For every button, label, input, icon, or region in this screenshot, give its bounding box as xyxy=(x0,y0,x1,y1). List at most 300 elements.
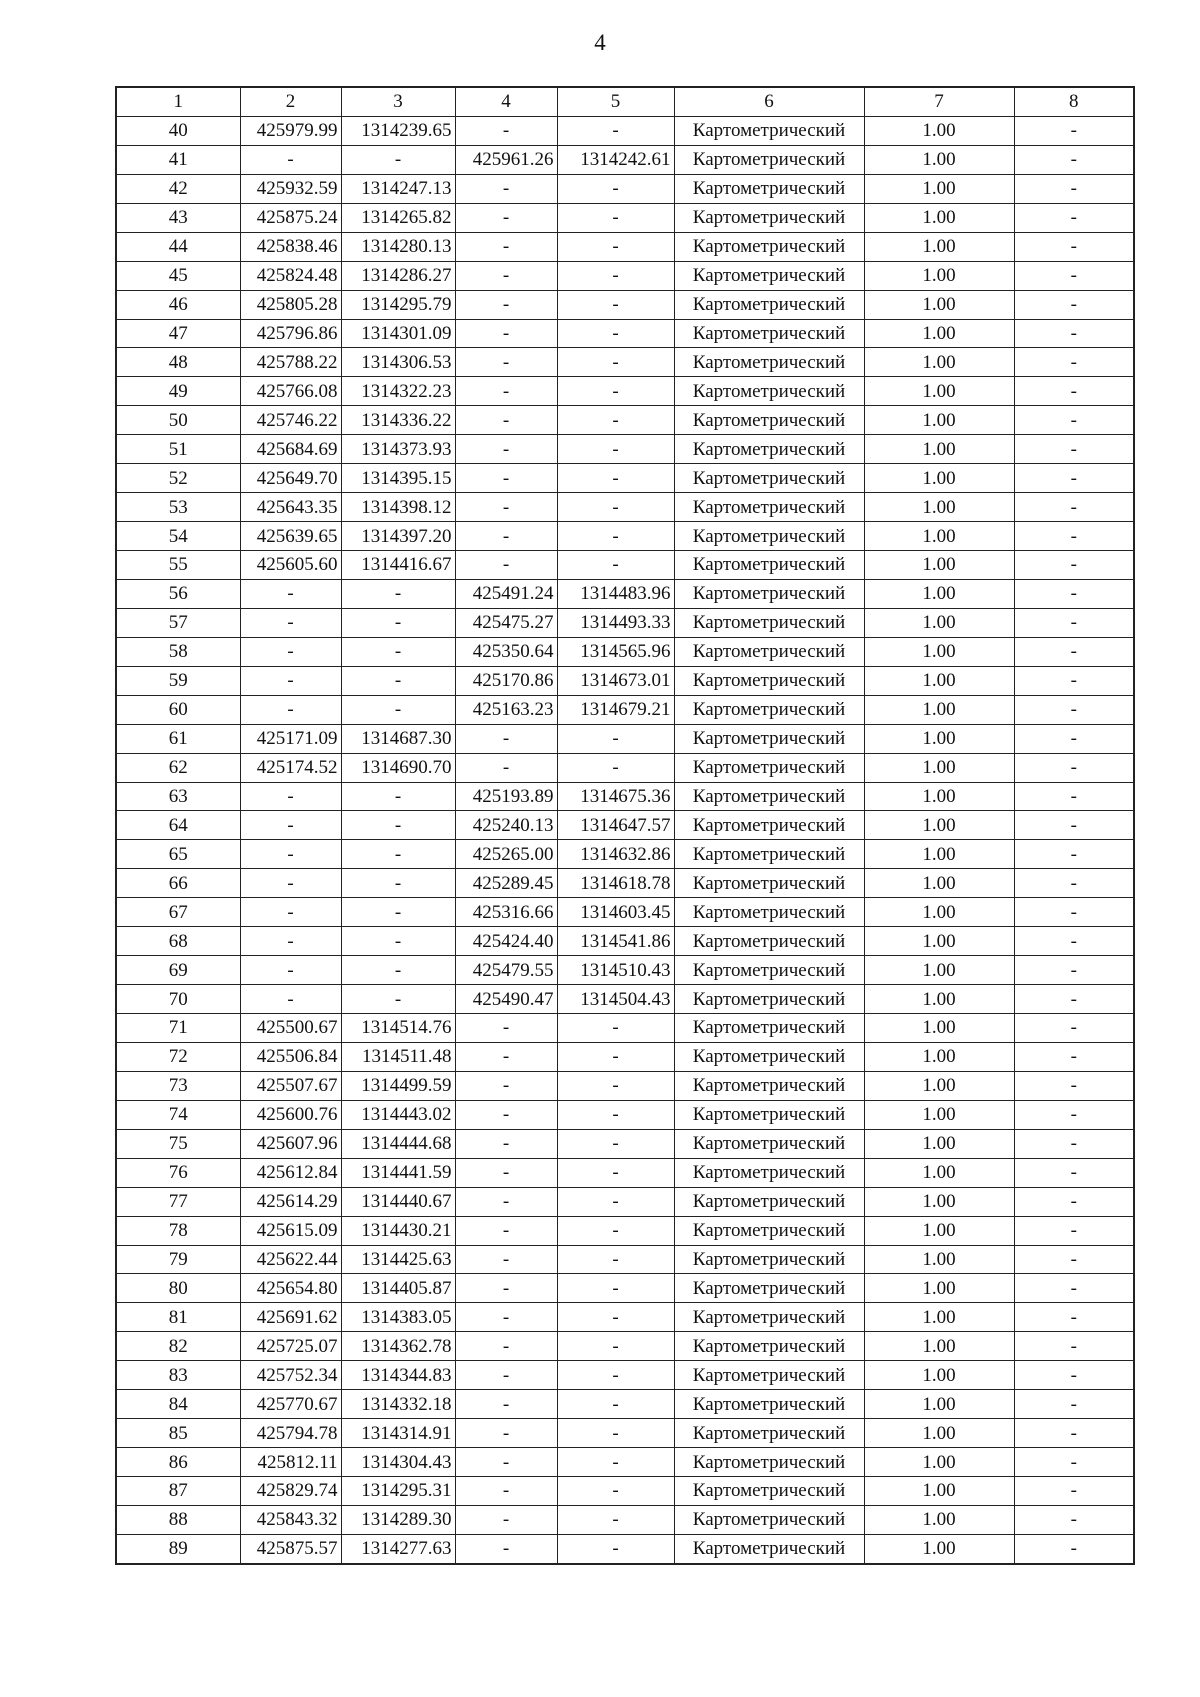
table-cell: - xyxy=(557,261,674,290)
table-row xyxy=(116,1245,1134,1274)
table-cell: - xyxy=(341,666,455,695)
table-row xyxy=(116,1303,1134,1332)
table-cell: Картометрический xyxy=(674,956,864,985)
table-cell: - xyxy=(1014,1216,1134,1245)
table-row xyxy=(116,435,1134,464)
table-cell: - xyxy=(1014,145,1134,174)
table-cell: - xyxy=(557,753,674,782)
table-row xyxy=(116,1505,1134,1534)
table-cell: - xyxy=(455,377,557,406)
coordinates-table xyxy=(115,86,1135,1565)
table-row xyxy=(116,1216,1134,1245)
table-cell: - xyxy=(455,1042,557,1071)
table-cell: - xyxy=(557,174,674,203)
table-cell: 425843.32 xyxy=(240,1505,341,1534)
table-cell: 79 xyxy=(116,1245,240,1274)
table-cell: 425805.28 xyxy=(240,290,341,319)
table-cell: - xyxy=(1014,695,1134,724)
table-cell: 425622.44 xyxy=(240,1245,341,1274)
table-cell: 1.00 xyxy=(864,840,1014,869)
table-cell: 56 xyxy=(116,579,240,608)
table-cell: 60 xyxy=(116,695,240,724)
table-cell: - xyxy=(240,782,341,811)
table-cell: - xyxy=(455,232,557,261)
table-cell: - xyxy=(1014,579,1134,608)
table-cell: - xyxy=(455,261,557,290)
table-cell: - xyxy=(455,1477,557,1506)
table-cell: - xyxy=(1014,1505,1134,1534)
table-cell: - xyxy=(341,608,455,637)
table-cell: 47 xyxy=(116,319,240,348)
table-cell: 55 xyxy=(116,551,240,580)
table-cell: Картометрический xyxy=(674,1477,864,1506)
table-cell: - xyxy=(455,1100,557,1129)
table-cell: - xyxy=(557,377,674,406)
table-cell: - xyxy=(1014,1390,1134,1419)
table-row xyxy=(116,840,1134,869)
table-cell: 1.00 xyxy=(864,1448,1014,1477)
table-cell: - xyxy=(1014,1448,1134,1477)
table-cell: 425193.89 xyxy=(455,782,557,811)
table-cell: - xyxy=(1014,522,1134,551)
table-cell: - xyxy=(1014,1361,1134,1390)
table-row xyxy=(116,261,1134,290)
table-cell: - xyxy=(341,782,455,811)
table-cell: - xyxy=(240,956,341,985)
table-cell: 1314690.70 xyxy=(341,753,455,782)
table-cell: 1.00 xyxy=(864,608,1014,637)
table-cell: 1.00 xyxy=(864,1534,1014,1563)
column-header: 7 xyxy=(864,87,1014,116)
table-cell: 78 xyxy=(116,1216,240,1245)
table-row xyxy=(116,637,1134,666)
table-cell: 425875.24 xyxy=(240,203,341,232)
table-cell: Картометрический xyxy=(674,1390,864,1419)
table-cell: - xyxy=(557,348,674,377)
table-cell: - xyxy=(1014,1274,1134,1303)
table-cell: Картометрический xyxy=(674,695,864,724)
table-cell: - xyxy=(1014,811,1134,840)
table-cell: - xyxy=(455,435,557,464)
table-cell: 1.00 xyxy=(864,290,1014,319)
table-cell: 1314304.43 xyxy=(341,1448,455,1477)
table-cell: 1.00 xyxy=(864,435,1014,464)
table-row xyxy=(116,666,1134,695)
table-cell: Картометрический xyxy=(674,927,864,956)
table-row xyxy=(116,782,1134,811)
table-row xyxy=(116,406,1134,435)
table-cell: Картометрический xyxy=(674,724,864,753)
table-cell: 62 xyxy=(116,753,240,782)
table-cell: 425788.22 xyxy=(240,348,341,377)
table-row xyxy=(116,811,1134,840)
table-cell: Картометрический xyxy=(674,116,864,145)
table-cell: 425607.96 xyxy=(240,1129,341,1158)
column-header: 8 xyxy=(1014,87,1134,116)
table-cell: - xyxy=(1014,840,1134,869)
table-cell: 85 xyxy=(116,1419,240,1448)
table-cell: 51 xyxy=(116,435,240,464)
table-cell: 84 xyxy=(116,1390,240,1419)
table-cell: 1.00 xyxy=(864,464,1014,493)
table-cell: 1314277.63 xyxy=(341,1534,455,1563)
table-row xyxy=(116,695,1134,724)
table-cell: 1.00 xyxy=(864,811,1014,840)
table-cell: Картометрический xyxy=(674,811,864,840)
table-cell: 70 xyxy=(116,985,240,1014)
table-cell: 1314632.86 xyxy=(557,840,674,869)
table-cell: 425649.70 xyxy=(240,464,341,493)
table-row xyxy=(116,1187,1134,1216)
table-cell: 425507.67 xyxy=(240,1071,341,1100)
table-cell: 1314383.05 xyxy=(341,1303,455,1332)
table-cell: 68 xyxy=(116,927,240,956)
table-cell: - xyxy=(341,840,455,869)
table-cell: 49 xyxy=(116,377,240,406)
table-cell: 1314511.48 xyxy=(341,1042,455,1071)
table-cell: Картометрический xyxy=(674,551,864,580)
table-cell: Картометрический xyxy=(674,203,864,232)
table-cell: - xyxy=(557,1419,674,1448)
table-cell: 1314441.59 xyxy=(341,1158,455,1187)
table-cell: 425265.00 xyxy=(455,840,557,869)
table-cell: Картометрический xyxy=(674,145,864,174)
table-cell: - xyxy=(1014,1100,1134,1129)
table-cell: - xyxy=(1014,464,1134,493)
table-cell: Картометрический xyxy=(674,290,864,319)
table-cell: - xyxy=(557,435,674,464)
table-cell: - xyxy=(1014,348,1134,377)
table-cell: 425163.23 xyxy=(455,695,557,724)
table-cell: 1314493.33 xyxy=(557,608,674,637)
table-cell: Картометрический xyxy=(674,348,864,377)
table-cell: Картометрический xyxy=(674,1361,864,1390)
table-cell: - xyxy=(1014,1332,1134,1361)
table-cell: 1314675.36 xyxy=(557,782,674,811)
table-cell: - xyxy=(341,695,455,724)
table-cell: Картометрический xyxy=(674,522,864,551)
table-cell: - xyxy=(1014,551,1134,580)
table-cell: 425605.60 xyxy=(240,551,341,580)
table-cell: 1.00 xyxy=(864,551,1014,580)
table-cell: 1.00 xyxy=(864,232,1014,261)
table-cell: 425654.80 xyxy=(240,1274,341,1303)
table-cell: - xyxy=(455,1274,557,1303)
table-row xyxy=(116,1042,1134,1071)
table-cell: Картометрический xyxy=(674,174,864,203)
table-cell: - xyxy=(557,290,674,319)
table-cell: - xyxy=(557,1042,674,1071)
table-cell: - xyxy=(1014,1158,1134,1187)
table-cell: 1314541.86 xyxy=(557,927,674,956)
table-cell: - xyxy=(240,811,341,840)
table-cell: - xyxy=(455,1129,557,1158)
table-cell: 1.00 xyxy=(864,1216,1014,1245)
table-cell: 1314239.65 xyxy=(341,116,455,145)
table-cell: 425639.65 xyxy=(240,522,341,551)
table-cell: 1314504.43 xyxy=(557,985,674,1014)
table-cell: Картометрический xyxy=(674,1332,864,1361)
table-cell: 425506.84 xyxy=(240,1042,341,1071)
table-cell: 45 xyxy=(116,261,240,290)
table-cell: 1314514.76 xyxy=(341,1014,455,1043)
table-cell: - xyxy=(557,232,674,261)
table-cell: - xyxy=(455,724,557,753)
table-cell: 1314398.12 xyxy=(341,493,455,522)
table-cell: 1.00 xyxy=(864,1274,1014,1303)
table-row xyxy=(116,145,1134,174)
table-cell: - xyxy=(1014,608,1134,637)
table-cell: 1314373.93 xyxy=(341,435,455,464)
table-row xyxy=(116,1534,1134,1563)
table-cell: 1.00 xyxy=(864,319,1014,348)
table-cell: 75 xyxy=(116,1129,240,1158)
table-cell: 87 xyxy=(116,1477,240,1506)
table-cell: 1.00 xyxy=(864,116,1014,145)
table-cell: - xyxy=(240,869,341,898)
table-cell: - xyxy=(455,1332,557,1361)
table-cell: Картометрический xyxy=(674,666,864,695)
table-cell: 425490.47 xyxy=(455,985,557,1014)
table-cell: - xyxy=(455,406,557,435)
table-cell: 1314344.83 xyxy=(341,1361,455,1390)
table-cell: 1.00 xyxy=(864,1390,1014,1419)
table-cell: 1.00 xyxy=(864,261,1014,290)
table-cell: - xyxy=(455,1505,557,1534)
table-cell: 1314444.68 xyxy=(341,1129,455,1158)
table-cell: 1314483.96 xyxy=(557,579,674,608)
table-row xyxy=(116,290,1134,319)
table-cell: - xyxy=(1014,724,1134,753)
table-row xyxy=(116,956,1134,985)
table-cell: - xyxy=(1014,377,1134,406)
table-row xyxy=(116,1477,1134,1506)
column-header: 3 xyxy=(341,87,455,116)
table-row xyxy=(116,551,1134,580)
table-cell: 425174.52 xyxy=(240,753,341,782)
table-cell: 1314405.87 xyxy=(341,1274,455,1303)
table-cell: - xyxy=(1014,927,1134,956)
table-cell: - xyxy=(455,1303,557,1332)
table-cell: 425796.86 xyxy=(240,319,341,348)
table-cell: - xyxy=(557,1071,674,1100)
table-cell: - xyxy=(1014,493,1134,522)
table-cell: 1314280.13 xyxy=(341,232,455,261)
table-cell: 425979.99 xyxy=(240,116,341,145)
table-cell: Картометрический xyxy=(674,1187,864,1216)
table-cell: 425170.86 xyxy=(455,666,557,695)
table-row xyxy=(116,1332,1134,1361)
table-cell: - xyxy=(240,840,341,869)
table-cell: 46 xyxy=(116,290,240,319)
table-cell: - xyxy=(455,753,557,782)
table-cell: - xyxy=(1014,666,1134,695)
table-cell: 59 xyxy=(116,666,240,695)
table-cell: Картометрический xyxy=(674,869,864,898)
table-cell: - xyxy=(341,985,455,1014)
table-cell: - xyxy=(1014,869,1134,898)
table-cell: - xyxy=(557,1361,674,1390)
table-cell: 425752.34 xyxy=(240,1361,341,1390)
table-row xyxy=(116,1071,1134,1100)
table-cell: 425691.62 xyxy=(240,1303,341,1332)
column-header: 2 xyxy=(240,87,341,116)
table-cell: - xyxy=(1014,637,1134,666)
table-cell: Картометрический xyxy=(674,319,864,348)
table-cell: 65 xyxy=(116,840,240,869)
table-cell: - xyxy=(1014,1477,1134,1506)
table-cell: - xyxy=(1014,1187,1134,1216)
table-cell: 425961.26 xyxy=(455,145,557,174)
table-cell: - xyxy=(240,666,341,695)
table-cell: - xyxy=(557,551,674,580)
table-cell: Картометрический xyxy=(674,985,864,1014)
table-cell: 1.00 xyxy=(864,1042,1014,1071)
table-cell: 1314679.21 xyxy=(557,695,674,724)
table-cell: 1.00 xyxy=(864,985,1014,1014)
table-cell: - xyxy=(557,203,674,232)
table-cell: - xyxy=(1014,435,1134,464)
table-cell: 1314416.67 xyxy=(341,551,455,580)
table-cell: 1.00 xyxy=(864,522,1014,551)
table-cell: 425614.29 xyxy=(240,1187,341,1216)
table-row xyxy=(116,174,1134,203)
table-cell: 1314687.30 xyxy=(341,724,455,753)
table-cell: 425643.35 xyxy=(240,493,341,522)
table-cell: Картометрический xyxy=(674,579,864,608)
table-cell: Картометрический xyxy=(674,1216,864,1245)
table-header-row xyxy=(116,87,1134,116)
table-cell: 1.00 xyxy=(864,1332,1014,1361)
table-cell: 1.00 xyxy=(864,1014,1014,1043)
table-cell: 1314499.59 xyxy=(341,1071,455,1100)
table-cell: 1.00 xyxy=(864,174,1014,203)
table-cell: - xyxy=(455,174,557,203)
table-cell: 425812.11 xyxy=(240,1448,341,1477)
table-cell: 425424.40 xyxy=(455,927,557,956)
table-cell: 1314673.01 xyxy=(557,666,674,695)
table-cell: 58 xyxy=(116,637,240,666)
table-row xyxy=(116,898,1134,927)
table-cell: 1314306.53 xyxy=(341,348,455,377)
table-cell: 1.00 xyxy=(864,1158,1014,1187)
table-cell: 82 xyxy=(116,1332,240,1361)
table-cell: 425171.09 xyxy=(240,724,341,753)
table-row xyxy=(116,116,1134,145)
table-cell: - xyxy=(240,695,341,724)
table-cell: 425600.76 xyxy=(240,1100,341,1129)
table-cell: 1314425.63 xyxy=(341,1245,455,1274)
table-cell: 1314395.15 xyxy=(341,464,455,493)
table-cell: - xyxy=(1014,319,1134,348)
table-cell: 89 xyxy=(116,1534,240,1563)
table-cell: 1314397.20 xyxy=(341,522,455,551)
table-cell: - xyxy=(341,579,455,608)
table-cell: 425316.66 xyxy=(455,898,557,927)
table-row xyxy=(116,203,1134,232)
table-cell: 425475.27 xyxy=(455,608,557,637)
table-cell: 50 xyxy=(116,406,240,435)
table-cell: - xyxy=(557,1448,674,1477)
table-row xyxy=(116,522,1134,551)
table-cell: - xyxy=(1014,1129,1134,1158)
table-cell: - xyxy=(557,1216,674,1245)
table-cell: 88 xyxy=(116,1505,240,1534)
table-cell: Картометрический xyxy=(674,406,864,435)
table-cell: Картометрический xyxy=(674,493,864,522)
table-cell: Картометрический xyxy=(674,1014,864,1043)
table-cell: - xyxy=(455,464,557,493)
table-row xyxy=(116,927,1134,956)
table-cell: - xyxy=(1014,290,1134,319)
table-cell: - xyxy=(341,637,455,666)
table-cell: - xyxy=(1014,1014,1134,1043)
table-cell: - xyxy=(1014,232,1134,261)
table-cell: - xyxy=(240,637,341,666)
table-cell: - xyxy=(455,1071,557,1100)
table-cell: - xyxy=(1014,406,1134,435)
table-cell: 54 xyxy=(116,522,240,551)
table-row xyxy=(116,1274,1134,1303)
table-cell: 1314314.91 xyxy=(341,1419,455,1448)
table-cell: Картометрический xyxy=(674,753,864,782)
table-cell: Картометрический xyxy=(674,232,864,261)
table-cell: - xyxy=(557,406,674,435)
table-cell: 80 xyxy=(116,1274,240,1303)
table-cell: 1.00 xyxy=(864,579,1014,608)
table-cell: 1.00 xyxy=(864,1477,1014,1506)
table-cell: - xyxy=(240,898,341,927)
table-cell: 71 xyxy=(116,1014,240,1043)
table-cell: 425615.09 xyxy=(240,1216,341,1245)
page-number: 4 xyxy=(594,30,606,55)
column-header: 4 xyxy=(455,87,557,116)
table-row xyxy=(116,1158,1134,1187)
table-cell: 69 xyxy=(116,956,240,985)
table-cell: 77 xyxy=(116,1187,240,1216)
table-cell: 73 xyxy=(116,1071,240,1100)
table-cell: 1.00 xyxy=(864,348,1014,377)
table-cell: 1314289.30 xyxy=(341,1505,455,1534)
table-cell: 57 xyxy=(116,608,240,637)
table-cell: - xyxy=(557,464,674,493)
table-row xyxy=(116,464,1134,493)
table-cell: 1.00 xyxy=(864,1129,1014,1158)
table-cell: 1.00 xyxy=(864,898,1014,927)
table-cell: 1314242.61 xyxy=(557,145,674,174)
table-row xyxy=(116,319,1134,348)
table-cell: 425350.64 xyxy=(455,637,557,666)
table-cell: 1.00 xyxy=(864,377,1014,406)
table-cell: 1.00 xyxy=(864,956,1014,985)
table-cell: 1.00 xyxy=(864,1071,1014,1100)
table-cell: - xyxy=(1014,1071,1134,1100)
table-cell: 1.00 xyxy=(864,927,1014,956)
table-cell: Картометрический xyxy=(674,261,864,290)
table-cell: 1314265.82 xyxy=(341,203,455,232)
table-cell: Картометрический xyxy=(674,1071,864,1100)
table-cell: 81 xyxy=(116,1303,240,1332)
table-cell: 1.00 xyxy=(864,406,1014,435)
table-cell: - xyxy=(557,1274,674,1303)
table-row xyxy=(116,753,1134,782)
table-cell: - xyxy=(557,1534,674,1563)
table-cell: 43 xyxy=(116,203,240,232)
table-cell: Картометрический xyxy=(674,1419,864,1448)
table-cell: 1.00 xyxy=(864,724,1014,753)
table-cell: - xyxy=(240,927,341,956)
table-cell: - xyxy=(455,1361,557,1390)
